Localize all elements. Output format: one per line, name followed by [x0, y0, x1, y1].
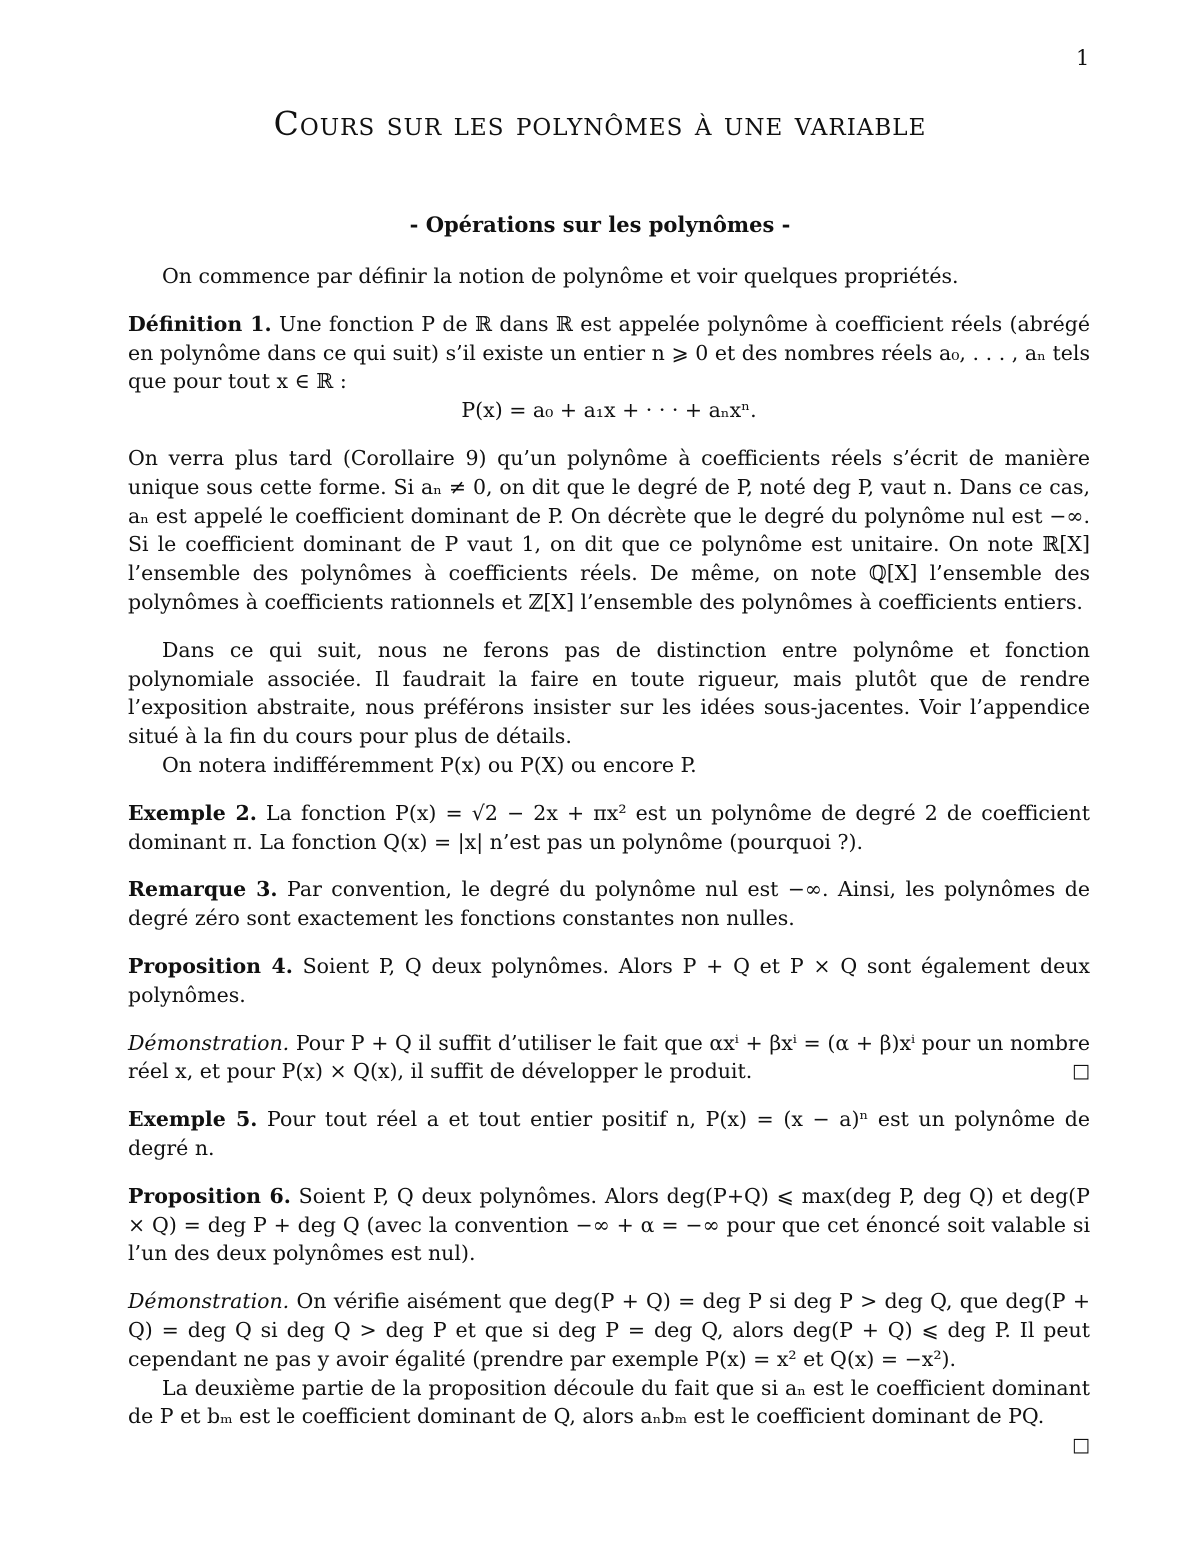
definition-1-after: On verra plus tard (Corollaire 9) qu’un polynôme à coefficients réels s’écrit de manière unique sous cette forme. Si aₙ ≠ 0, on dit que le degré de P, noté deg P, vaut n. Dans ce cas, aₙ est appelé le coefficient dominant de P. On décrète que le degré du polynôme nul est −∞. Si le coefficient dominant de P vaut 1, on dit que ce polynôme est unitaire. On note ℝ[X] l’ensemble des polynômes à coefficients réels. De même, on note ℚ[X] l’ensemble des polynômes à coefficients rationnels et ℤ[X] l’ensemble des polynômes à coefficients entiers.	[128, 445, 1090, 614]
intro-paragraph: On commence par définir la notion de polynôme et voir quelques propriétés.	[162, 264, 959, 288]
demonstration-6-text: On vérifie aisément que deg(P + Q) = deg P si deg P > deg Q, que deg(P + Q) = deg Q si deg Q > deg P et que si deg P = deg Q, alors deg(P + Q) ⩽ deg P. Il peut cependant ne pas y avoir égalité (prendre par exemple P(x) = x² et Q(x) = −x²).	[128, 1289, 1090, 1371]
notation-paragraph: On notera indifféremment P(x) ou P(X) ou encore P.	[162, 752, 697, 777]
remark-3-label: Remarque 3.	[128, 877, 278, 902]
section-title: - Opérations sur les polynômes -	[409, 212, 791, 237]
distinction-paragraph: Dans ce qui suit, nous ne ferons pas de distinction entre polynôme et fonction polynomiale associée. Il faudrait la faire en toute rigueur, mais plutôt que de rendre l’exposition abstraite, nous préférons insister sur les idées sous-jacentes. Voir l’appendice situé à la fin du cours pour plus de détails.	[128, 637, 1090, 749]
proposition-6	[128, 1182, 1090, 1268]
definition-1-text: Une fonction P de ℝ dans ℝ est appelée polynôme à coefficient réels (abrégé en polynôme dans ce qui suit) s’il existe un entier n ⩾ 0 et des nombres réels a₀, . . . , aₙ tels que pour tout x ∈ ℝ :	[128, 311, 1090, 394]
definition-1-formula: P(x) = a₀ + a₁x + · · · + aₙxⁿ.	[461, 398, 757, 423]
example-5	[128, 1105, 1090, 1163]
proposition-6-text: Soient P, Q deux polynômes. Alors deg(P+Q) ⩽ max(deg P, deg Q) et deg(P × Q) = deg P + deg Q (avec la convention −∞ + α = −∞ pour que cet énoncé soit valable si l’un des deux polynômes est nul).	[128, 1183, 1090, 1266]
qed-icon: □	[1072, 1060, 1090, 1083]
example-2-text: La fonction P(x) = √2 − 2x + πx² est un polynôme de degré 2 de coefficient dominant π. La fonction Q(x) = |x| n’est pas un polynôme (pourquoi ?).	[128, 800, 1090, 854]
demonstration-6-label: Démonstration.	[128, 1289, 290, 1314]
example-2	[128, 799, 1090, 857]
page-number: 1	[1076, 46, 1090, 70]
demonstration-4-text: Pour P + Q il suffit d’utiliser le fait que αxⁱ + βxⁱ = (α + β)xⁱ pour un nombre réel x, et pour P(x) × Q(x), il suffit de développer le produit.	[128, 1030, 1090, 1084]
example-5-label: Exemple 5.	[128, 1107, 258, 1132]
demonstration-6-text-2: La deuxième partie de la proposition découle du fait que si aₙ est le coefficient dominant de P et bₘ est le coefficient dominant de Q, alors aₙbₘ est le coefficient dominant de PQ.	[128, 1375, 1090, 1429]
definition-1	[128, 310, 1090, 396]
proposition-4-text: Soient P, Q deux polynômes. Alors P + Q et P × Q sont également deux polynômes.	[128, 953, 1090, 1007]
demonstration-6-part-2	[128, 1374, 1090, 1457]
definition-1-label: Définition 1.	[128, 311, 272, 336]
proposition-4	[128, 952, 1090, 1010]
example-2-label: Exemple 2.	[128, 800, 257, 825]
qed-icon: □	[1072, 1434, 1090, 1457]
document-body	[128, 262, 1090, 1460]
document-title: Cours sur les polynômes à une variable	[273, 104, 927, 143]
remark-3-text: Par convention, le degré du polynôme nul est −∞. Ainsi, les polynômes de degré zéro sont exactement les fonctions constantes non nulles.	[128, 877, 1090, 931]
demonstration-6	[128, 1287, 1090, 1373]
example-5-text: Pour tout réel a et tout entier positif n, P(x) = (x − a)ⁿ est un polynôme de degré n.	[128, 1107, 1090, 1160]
proposition-4-label: Proposition 4.	[128, 953, 293, 978]
demonstration-4-label: Démonstration.	[128, 1030, 290, 1055]
proposition-6-label: Proposition 6.	[128, 1183, 291, 1208]
demonstration-4	[128, 1029, 1090, 1087]
remark-3	[128, 875, 1090, 933]
